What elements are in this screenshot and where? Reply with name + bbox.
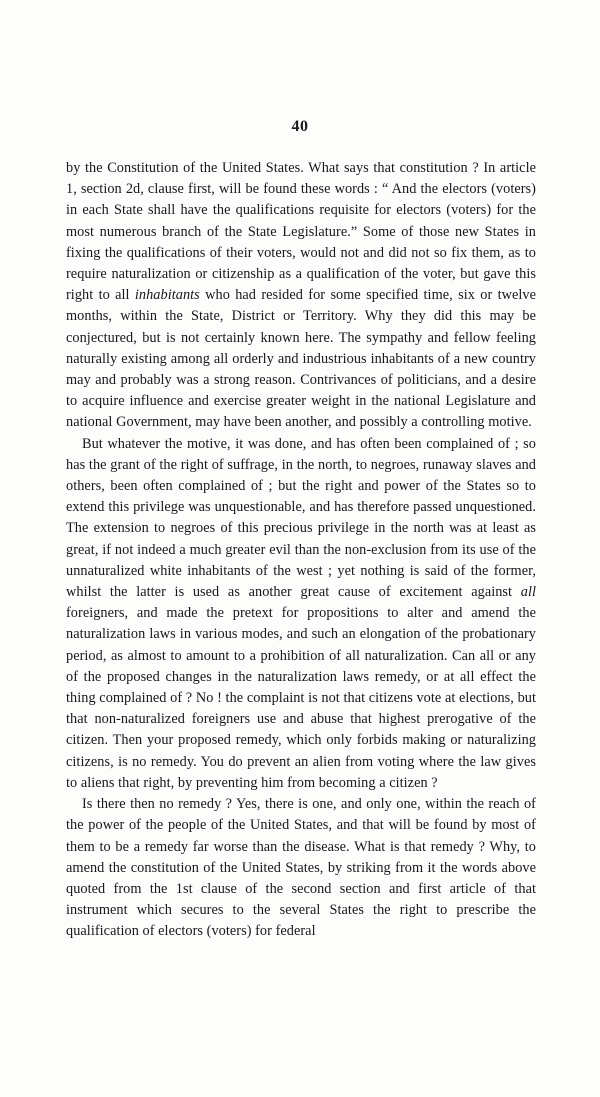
emphasised-text: all <box>520 584 536 601</box>
paragraph: But whatever the motive, it was done, and has often been complained of ; so has the grant of the right of suffrage, in the north, to negroes, runaway slaves and others, been often complained of ; but the right and power of the States so to extend this privilege was unquestionable, and has therefore passed unquestioned. The extension to negroes of this precious privilege in the north was at least as great, if not indeed a much greater evil than the non-exclusion from its use of the unnaturalized white inhabitants of the west ; yet nothing is said of the former, whilst the latter is used as another great cause of excitement against all foreigners, and made the pretext for propositions to alter and amend the naturalization laws in various modes, and such an elongation of the probationary period, as almost to amount to a prohibition of all naturalization. Can all or any of the proposed changes in the naturalization laws remedy, or at all effect the thing complained of ? No ! the complaint is not that citizens vote at elections, but that non-naturalized foreigners use and abuse that highest prerogative of the citizen. Then your proposed remedy, which only forbids making or naturalizing citizens, is no remedy. You do prevent an alien from voting where the law gives to aliens that right, by preventing him from becoming a citizen ? <box>66 435 536 791</box>
paragraph: Is there then no remedy ? Yes, there is one, and only one, within the reach of the power of the people of the United States, and that will be found by most of them to be a remedy far worse than the disease. What is that remedy ? Why, to amend the constitution of the United States, by striking from it the words above quoted from the 1st clause of the second section and first article of that instrument which secures to the several States the right to prescribe the qualification of electors (voters) for federal <box>66 796 536 940</box>
paragraph: by the Constitution of the United States. What says that constitution ? In article 1, section 2d, clause first, will be found these words : “ And the electors (voters) in each State shall have the qualifications requisite for electors (voters) for the most numerous branch of the State Legislature.” Some of those new States in fixing the qualifications of their voters, would not and did not so fix them, as to require naturalization or citizenship as a qualification of the voter, but gave this right to all inhabitants who had resided for some specified time, six or twelve months, within the State, District or Territory. Why they did this may be conjectured, but is not certainly known here. The sympathy and fellow feeling naturally existing among all orderly and industrious inhabitants of a new country may and probably was a strong reason. Contrivances of politicians, and a desire to acquire influence and exercise greater weight in the national Legislature and national Government, may have been another, and possibly a controlling motive. <box>66 160 536 431</box>
page-number: 40 <box>291 118 309 135</box>
emphasised-text: inhabitants <box>134 287 200 304</box>
page-text-body <box>66 158 536 943</box>
